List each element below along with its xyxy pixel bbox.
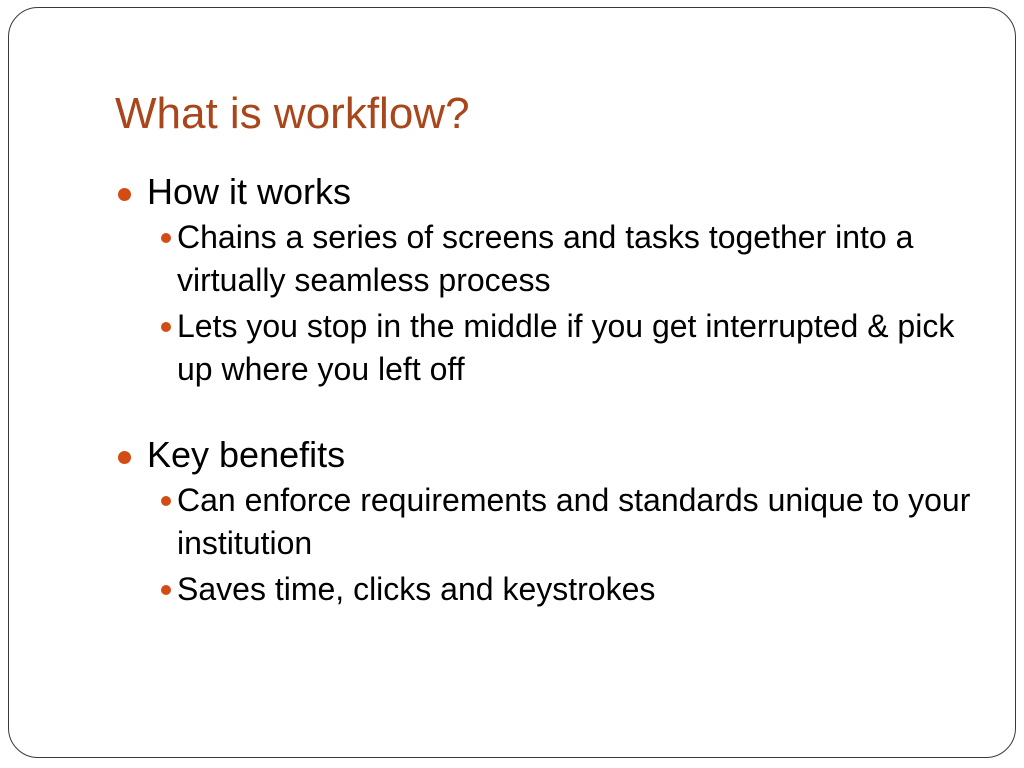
sub-bullet-list <box>147 216 994 391</box>
sub-bullet-item <box>147 568 994 611</box>
bullet-dot-icon <box>161 322 171 332</box>
bullet-section-key-benefits <box>114 433 994 611</box>
bullet-dot-icon <box>118 451 131 464</box>
bullet-dot-icon <box>161 585 171 595</box>
sub-bullet-item <box>147 305 994 391</box>
sub-bullet-item <box>147 216 994 302</box>
slide-title: What is workflow? <box>115 89 470 138</box>
bullet-list <box>114 170 994 614</box>
section-heading: Key benefits <box>147 434 346 475</box>
bullet-section-how-it-works <box>114 170 994 391</box>
bullet-dot-icon <box>161 496 171 506</box>
bullet-dot-icon <box>118 188 131 201</box>
sub-bullet-text: Saves time, clicks and keystrokes <box>177 571 656 607</box>
sub-bullet-list <box>147 479 994 611</box>
sub-bullet-text: Chains a series of screens and tasks together into a virtually seamless process <box>177 219 914 298</box>
section-heading: How it works <box>147 171 352 212</box>
bullet-dot-icon <box>161 233 171 243</box>
sub-bullet-text: Can enforce requirements and standards unique to your institution <box>177 482 971 561</box>
sub-bullet-item <box>147 479 994 565</box>
sub-bullet-text: Lets you stop in the middle if you get interrupted & pick up where you left off <box>177 308 955 387</box>
slide-frame <box>8 7 1016 758</box>
